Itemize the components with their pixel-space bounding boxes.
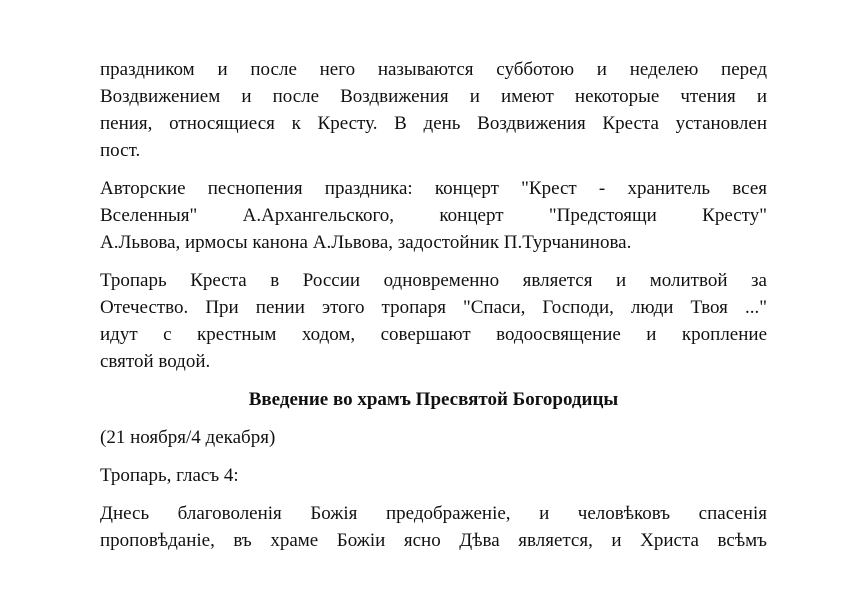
paragraph-troparion-text xyxy=(100,500,767,554)
text-line: святой водой. xyxy=(100,351,211,372)
feast-date: (21 ноября/4 декабря) xyxy=(100,427,276,448)
text-line: пост. xyxy=(100,140,141,161)
section-heading: Введение во храмъ Пресвятой Богородицы xyxy=(248,389,619,410)
paragraph-troparion-russia xyxy=(100,267,767,375)
text-line: Вселенныя" А.Архангельского, концерт "Предстоящи Кресту" xyxy=(100,205,767,226)
document-page xyxy=(100,56,767,565)
text-line: Воздвижением и после Воздвижения и имеют некоторые чтения и xyxy=(100,86,767,107)
paragraph-author-hymns xyxy=(100,175,767,256)
troparion-label: Тропарь, гласъ 4: xyxy=(100,465,239,486)
text-line: Отечество. При пении этого тропаря "Спаси, Господи, люди Твоя ..." xyxy=(100,297,767,318)
text-line: Авторские песнопения праздника: концерт "Крест - хранитель всея xyxy=(100,178,767,199)
text-line: пения, относящиеся к Кресту. В день Воздвижения Креста установлен xyxy=(100,113,767,134)
paragraph-exaltation-fast xyxy=(100,56,767,164)
text-line: проповѣданіе, въ храме Божіи ясно Дѣва является, и Христа всѣмъ xyxy=(100,530,767,551)
text-line: идут с крестным ходом, совершают водоосвящение и кропление xyxy=(100,324,767,345)
text-line: А.Львова, ирмосы канона А.Львова, задостойник П.Турчанинова. xyxy=(100,232,632,253)
text-line: Днесь благоволенія Божія предображеніе, и человѣковъ спасенія xyxy=(100,503,767,524)
text-line: праздником и после него называются субботою и неделею перед xyxy=(100,59,767,80)
text-line: Тропарь Креста в России одновременно является и молитвой за xyxy=(100,270,767,291)
